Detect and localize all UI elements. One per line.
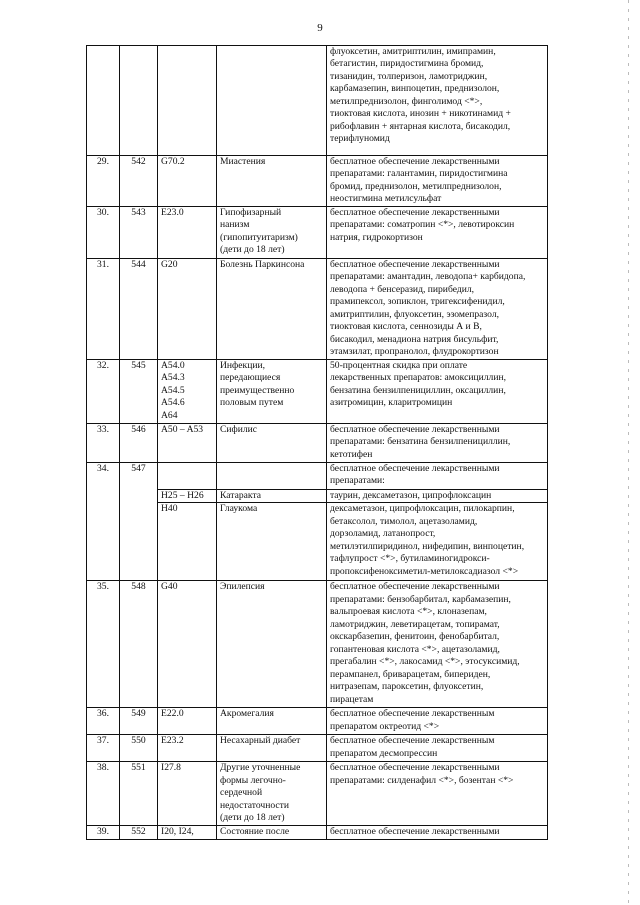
table-row xyxy=(87,156,548,207)
benefits-table-body xyxy=(87,46,548,840)
row-diagnosis-code: A50 – A53 xyxy=(158,424,217,463)
row-diagnosis-code: G70.2 xyxy=(158,156,217,207)
row-code: 545 xyxy=(120,360,158,424)
row-number: 33. xyxy=(87,424,120,463)
row-diagnosis-code: I27.8 xyxy=(158,762,217,826)
row-number: 31. xyxy=(87,259,120,360)
row-treatment: таурин, дексаметазон, ципрофлоксацин xyxy=(327,490,548,503)
row-treatment: бесплатное обеспечение лекарственными xyxy=(327,826,548,839)
row-treatment: бесплатное обеспечение лекарственным препаратом десмопрессин xyxy=(327,735,548,762)
row-diagnosis-code: G20 xyxy=(158,259,217,360)
row-number: 38. xyxy=(87,762,120,826)
row-number: 39. xyxy=(87,826,120,839)
row-code: 543 xyxy=(120,207,158,259)
row-code: 542 xyxy=(120,156,158,207)
row-diagnosis-code: H40 xyxy=(158,503,217,581)
row-disease: Инфекции, передающиеся преимущественно половым путем xyxy=(217,360,327,424)
row-number: 37. xyxy=(87,735,120,762)
row-treatment: дексаметазон, ципрофлоксацин, пилокарпин, бетаксолол, тимолол, ацетазоламид, дорзоламид, латанопрост, метилэтилпиридинол, нифедипин, винпоцетин, тафлупрост <*>, бутиламиногидрокси- пропоксифеноксиметил-метилоксадиазол <*> xyxy=(327,503,548,581)
row-code: 549 xyxy=(120,708,158,735)
page-number: 9 xyxy=(317,22,323,34)
row-diagnosis-code: I20, I24, xyxy=(158,826,217,839)
row-disease: Миастения xyxy=(217,156,327,207)
row-disease: Гипофизарный нанизм (гипопитуитаризм) (дети до 18 лет) xyxy=(217,207,327,259)
scan-edge-right xyxy=(628,0,629,905)
row-diagnosis-code: E23.2 xyxy=(158,735,217,762)
table-row xyxy=(87,259,548,360)
row-diagnosis-code: E23.0 xyxy=(158,207,217,259)
row-treatment: бесплатное обеспечение лекарственными препаратами: бензатина бензилпенициллин, кетотифен xyxy=(327,424,548,463)
row-number: 36. xyxy=(87,708,120,735)
row-disease: Несахарный диабет xyxy=(217,735,327,762)
row-disease xyxy=(217,46,327,156)
row-treatment: бесплатное обеспечение лекарственными препаратами: галантамин, пиридостигмина бромид, преднизолон, метилпреднизолон, неостигмина метилсульфат xyxy=(327,156,548,207)
row-number: 29. xyxy=(87,156,120,207)
table-row xyxy=(87,826,548,839)
row-code: 544 xyxy=(120,259,158,360)
table-row xyxy=(87,207,548,259)
row-disease: Состояние после xyxy=(217,826,327,839)
row-treatment: бесплатное обеспечение лекарственными препаратами: соматропин <*>, левотироксин натрия, гидрокортизон xyxy=(327,207,548,259)
row-treatment: бесплатное обеспечение лекарственными препаратами: амантадин, леводопа+ карбидопа, леводопа + бенсеразид, пирибедил, прамипексол, зопиклон, тригексифенидил, амитриптилин, флуоксетин, эзомепразол, тиоктовая кислота, сеннозиды А и В, бисакодил, менадиона натрия бисульфит, этамзилат, пропранолол, флудрокортизон xyxy=(327,259,548,360)
row-number: 30. xyxy=(87,207,120,259)
row-code: 551 xyxy=(120,762,158,826)
row-treatment: бесплатное обеспечение лекарственным препаратом октреотид <*> xyxy=(327,708,548,735)
row-number: 34. xyxy=(87,463,120,581)
row-treatment: бесплатное обеспечение лекарственными препаратами: бензобарбитал, карбамазепин, вальпроевая кислота <*>, клоназепам, ламотриджин, леветирацетам, топирамат, окскарбазепин, фенитоин, фенобарбитал, гопантеновая кислота <*>, ацетазоламид, прегабалин <*>, лакосамид <*>, этосуксимид, перампанел, бриварацетам, бипериден, нитразепам, пароксетин, флуоксетин, пирацетам xyxy=(327,581,548,708)
row-diagnosis-code: G40 xyxy=(158,581,217,708)
row-diagnosis-code xyxy=(158,46,217,156)
table-row xyxy=(87,424,548,463)
row-number xyxy=(87,46,120,156)
row-disease: Болезнь Паркинсона xyxy=(217,259,327,360)
table-row xyxy=(87,762,548,826)
row-code: 547 xyxy=(120,463,158,581)
row-code: 546 xyxy=(120,424,158,463)
row-treatment: бесплатное обеспечение лекарственными препаратами: xyxy=(327,463,548,490)
row-code: 550 xyxy=(120,735,158,762)
row-diagnosis-code: E22.0 xyxy=(158,708,217,735)
table-row xyxy=(87,46,548,156)
row-treatment: бесплатное обеспечение лекарственными препаратами: силденафил <*>, бозентан <*> xyxy=(327,762,548,826)
row-treatment: 50-процентная скидка при оплате лекарственных препаратов: амоксициллин, бензатина бензилпенициллин, оксациллин, азитромицин, кларитромицин xyxy=(327,360,548,424)
row-disease: Акромегалия xyxy=(217,708,327,735)
row-diagnosis-code: A54.0 A54.3 A54.5 A54.6 A64 xyxy=(158,360,217,424)
table-row xyxy=(87,735,548,762)
row-disease: Эпилепсия xyxy=(217,581,327,708)
table-row xyxy=(87,360,548,424)
row-code: 552 xyxy=(120,826,158,839)
table-row xyxy=(87,581,548,708)
table-row xyxy=(87,708,548,735)
row-diagnosis-code xyxy=(158,463,217,490)
benefits-table xyxy=(86,45,548,840)
row-disease: Другие уточненные формы легочно- сердечной недостаточности (дети до 18 лет) xyxy=(217,762,327,826)
table-row xyxy=(87,463,548,490)
row-code xyxy=(120,46,158,156)
row-disease: Сифилис xyxy=(217,424,327,463)
row-disease xyxy=(217,463,327,490)
row-disease: Катаракта xyxy=(217,490,327,503)
row-treatment: флуоксетин, амитриптилин, имипрамин, бетагистин, пиридостигмина бромид, тизанидин, толперизон, ламотриджин, карбамазепин, винпоцетин, преднизолон, метилпреднизолон, финголимод <*>, тиоктовая кислота, инозин + никотинамид + рибофлавин + янтарная кислота, бисакодил, терифлуномид xyxy=(327,46,548,156)
row-number: 35. xyxy=(87,581,120,708)
row-number: 32. xyxy=(87,360,120,424)
row-diagnosis-code: H25 – H26 xyxy=(158,490,217,503)
row-disease: Глаукома xyxy=(217,503,327,581)
row-code: 548 xyxy=(120,581,158,708)
